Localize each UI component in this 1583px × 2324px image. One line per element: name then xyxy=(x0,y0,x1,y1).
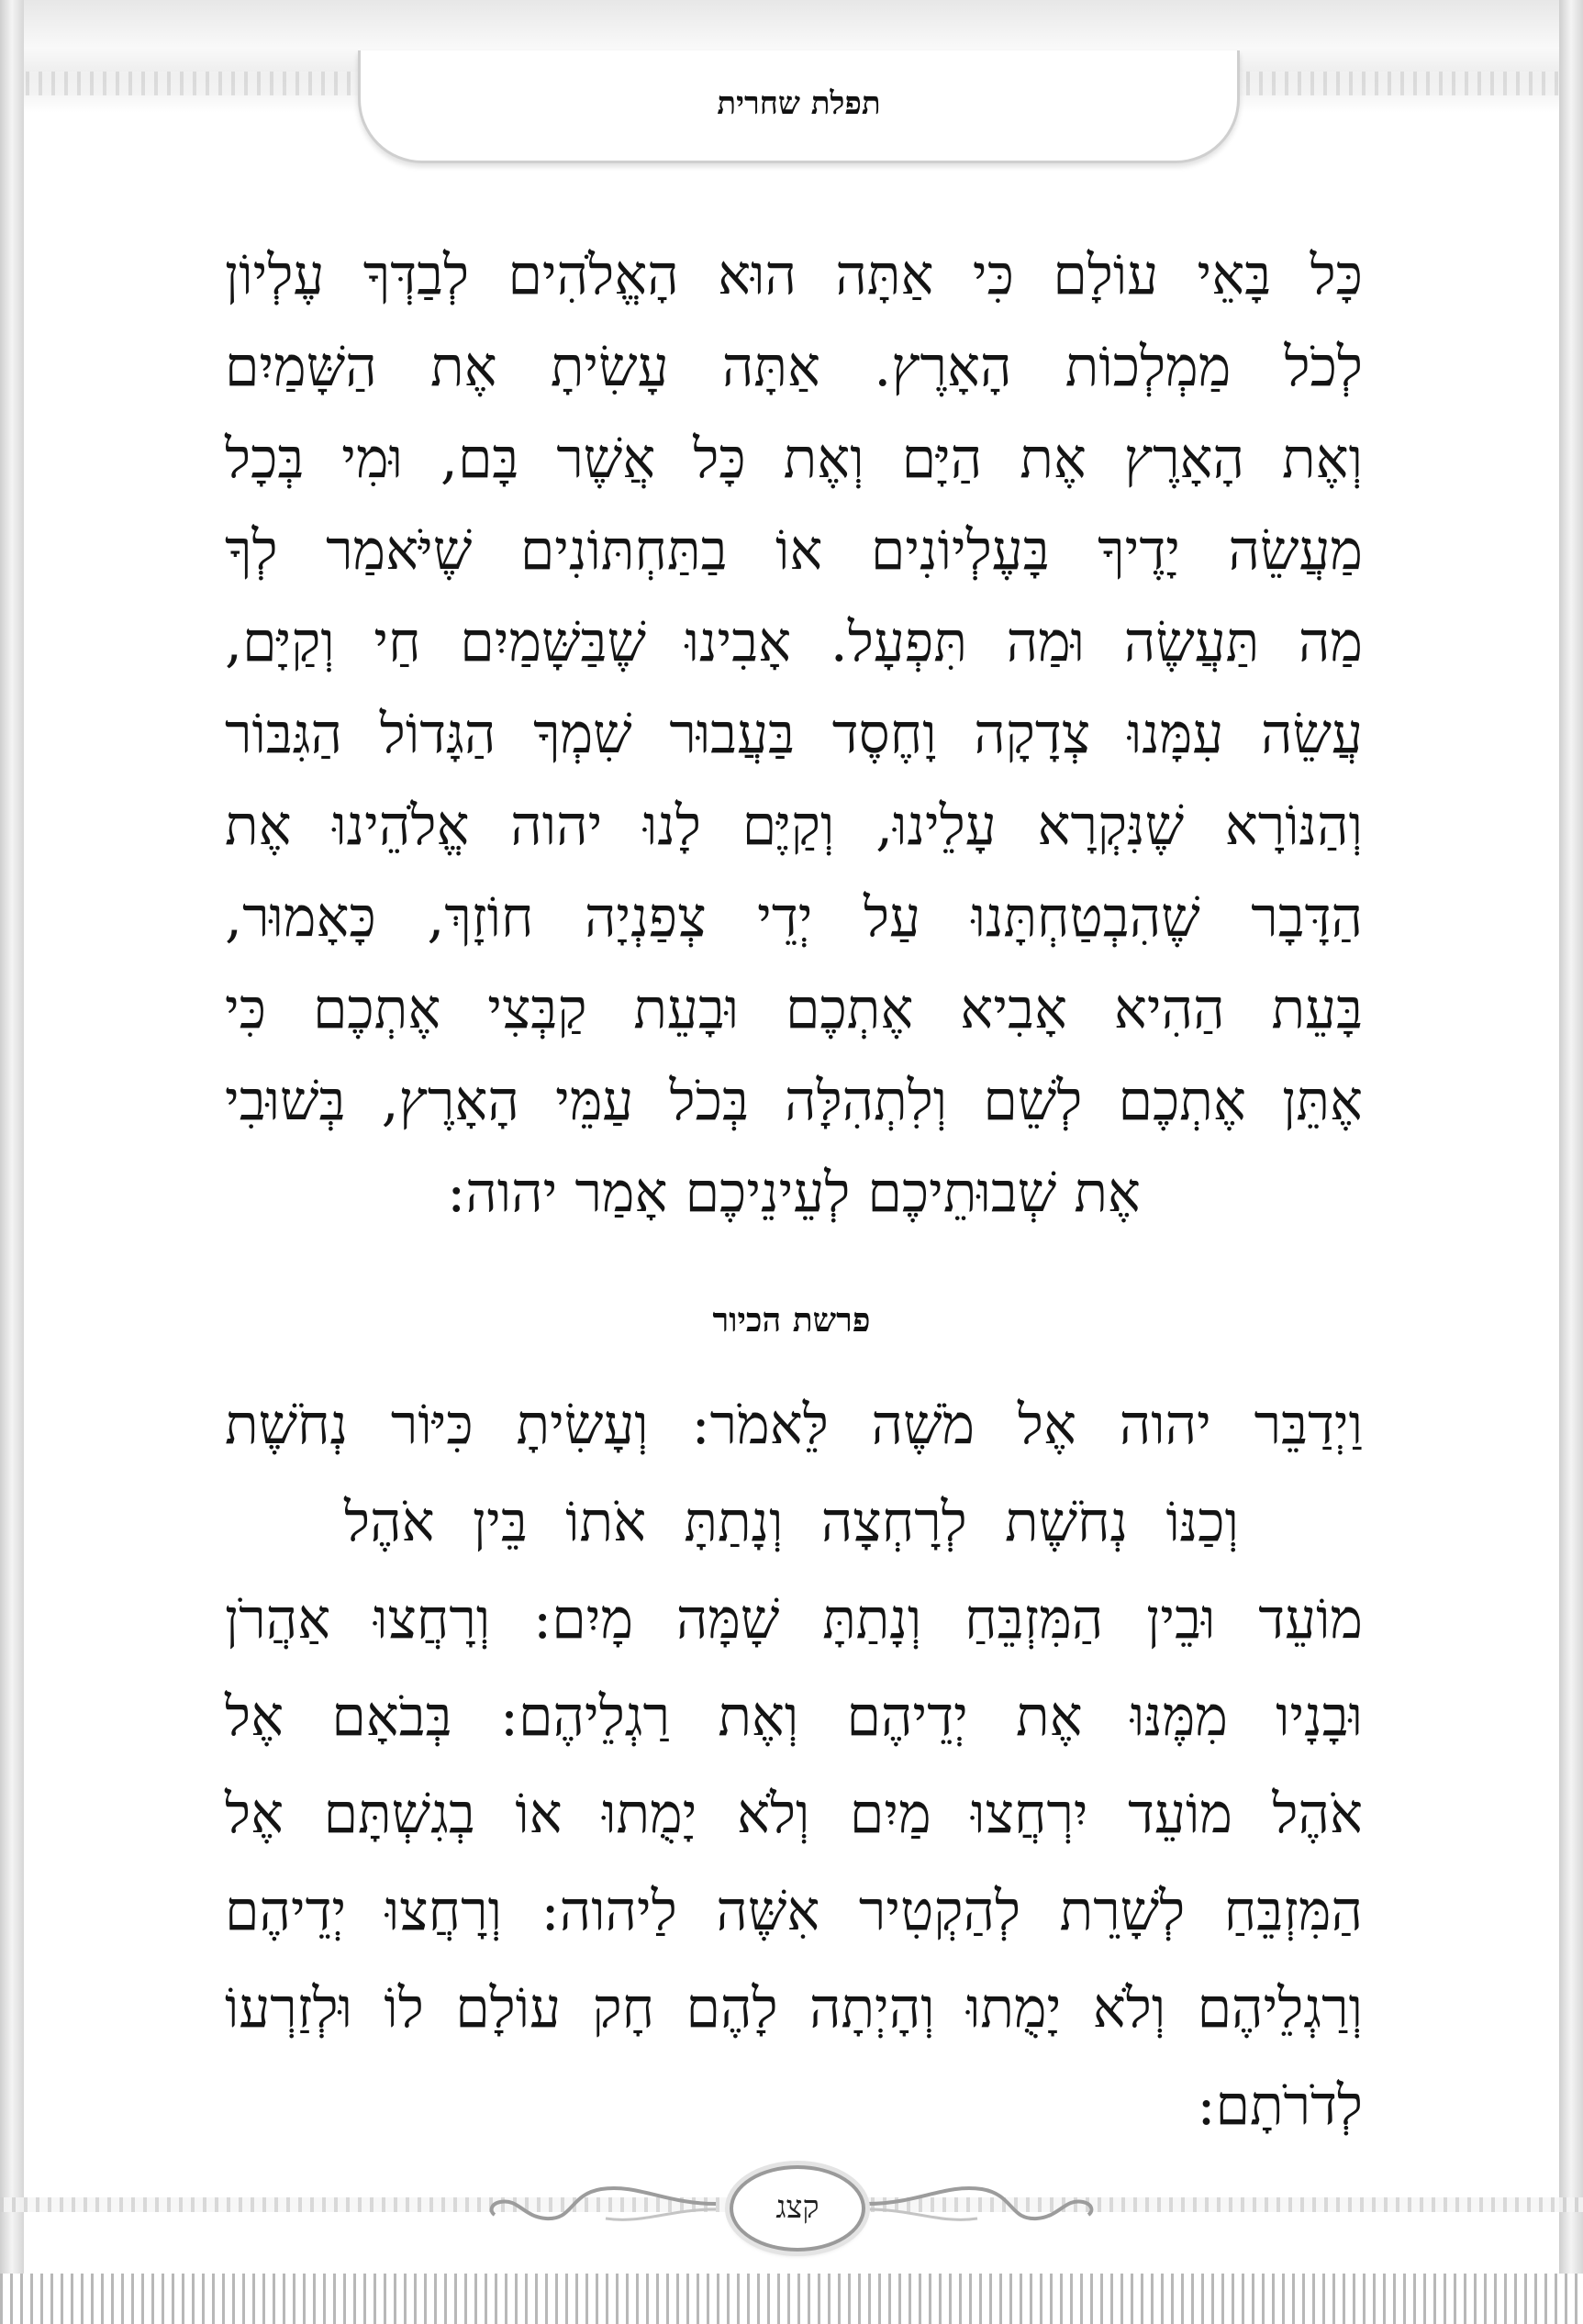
text-line: הַמִּזְבֵּחַ לְשָׁרֵת לְהַקְטִיר אִשֶּׁה לַיהוה: וְרָחֲצוּ יְדֵיהֶם xyxy=(225,1879,1363,1943)
header-cartouche xyxy=(358,50,1240,163)
text-line: וַיְדַבֵּר יהוה אֶל מֹשֶׁה לֵּאמֹר: וְעָשִׂיתָ כִּיּוֹר נְחֹשֶׁת xyxy=(225,1393,1363,1457)
text-line: בָּעֵת הַהִיא אָבִיא אֶתְכֶם וּבָעֵת קַבְּצִי אֶתְכֶם כִּי xyxy=(225,977,1363,1041)
text-line: וּבָנָיו מִמֶּנּוּ אֶת יְדֵיהֶם וְאֶת רַגְלֵיהֶם: בְּבֹאָם אֶל xyxy=(225,1685,1363,1749)
text-line-final: אֶת שְׁבוּתֵיכֶם לְעֵינֵיכֶם אָמַר יהוה: xyxy=(447,1161,1141,1225)
right-border xyxy=(1559,0,1583,2324)
page-number-badge xyxy=(730,2165,865,2252)
bottom-striped-border xyxy=(0,2274,1583,2324)
text-line: אֶתֵּן אֶתְכֶם לְשֵׁם וְלִתְהִלָּה בְּכֹל עַמֵּי הָאָרֶץ, בְּשׁוּבִי xyxy=(225,1069,1363,1133)
text-line: מַעֲשֵׂה יָדֶיךָ בָּעֶלְיוֹנִים אוֹ בַתַּחְתּוֹנִים שֶׁיֹּאמַר לְךָ xyxy=(225,518,1363,583)
left-flourish-ornament xyxy=(482,2176,720,2231)
right-flourish-ornament xyxy=(863,2176,1101,2231)
text-line: כָּל בָּאֵי עוֹלָם כִּי אַתָּה הוּא הָאֱלֹהִים לְבַדְּךָ עֶלְיוֹן xyxy=(225,243,1363,307)
section-heading: פרשת הכיור xyxy=(712,1301,871,1340)
text-line: מַה תַּעֲשֶׂה וּמַה תִּפְעָל. אָבִינוּ שֶׁבַּשָּׁמַיִם חַי וְקַיָּם, xyxy=(225,610,1363,674)
text-line: הַדָּבָר שֶׁהִבְטַחְתָּנוּ עַל יְדֵי צְפַנְיָה חוֹזָךְ, כָּאָמוּר, xyxy=(225,885,1363,950)
prayer-text-block xyxy=(225,229,1363,1239)
text-line: וְהַנּוֹרָא שֶׁנִּקְרָא עָלֵינוּ, וְקַיֶּם לָנוּ יהוה אֱלֹהֵינוּ אֶת xyxy=(225,794,1363,858)
text-line: וְכַנּוֹ נְחֹשֶׁת לְרָחְצָה וְנָתַתָּ אֹתוֹ בֵּין אֹהֶל xyxy=(344,1490,1239,1554)
running-header-title: תפלת שחרית xyxy=(717,85,881,122)
text-line-final: לְדֹרֹתָם: xyxy=(1197,2074,1363,2138)
laver-passage-block xyxy=(225,1376,1363,2154)
text-line: עֲשֵׂה עִמָּנוּ צְדָקָה וָחֶסֶד בַּעֲבוּר שִׁמְךָ הַגָּדוֹל הַגִּבּוֹר xyxy=(225,702,1363,766)
text-line: אֹהֶל מוֹעֵד יִרְחֲצוּ מַיִם וְלֹא יָמֻתוּ אוֹ בְגִשְׁתָּם אֶל xyxy=(225,1782,1363,1846)
text-line: לְכֹל מַמְלְכוֹת הָאָרֶץ. אַתָּה עָשִׂיתָ אֶת הַשָּׁמַיִם xyxy=(225,335,1363,399)
text-line: מוֹעֵד וּבֵין הַמִּזְבֵּחַ וְנָתַתָּ שָׁמָּה מָיִם: וְרָחֲצוּ אַהֲרֹן xyxy=(225,1587,1363,1651)
page-number: קצג xyxy=(775,2189,819,2226)
text-line: וְאֶת הָאָרֶץ אֶת הַיָּם וְאֶת כָּל אֲשֶׁר בָּם, וּמִי בְּכָל xyxy=(225,427,1363,491)
text-line: וְרַגְלֵיהֶם וְלֹא יָמֻתוּ וְהָיְתָה לָהֶם חָק עוֹלָם לוֹ וּלְזַרְעוֹ xyxy=(225,1976,1363,2040)
left-border xyxy=(0,0,24,2324)
